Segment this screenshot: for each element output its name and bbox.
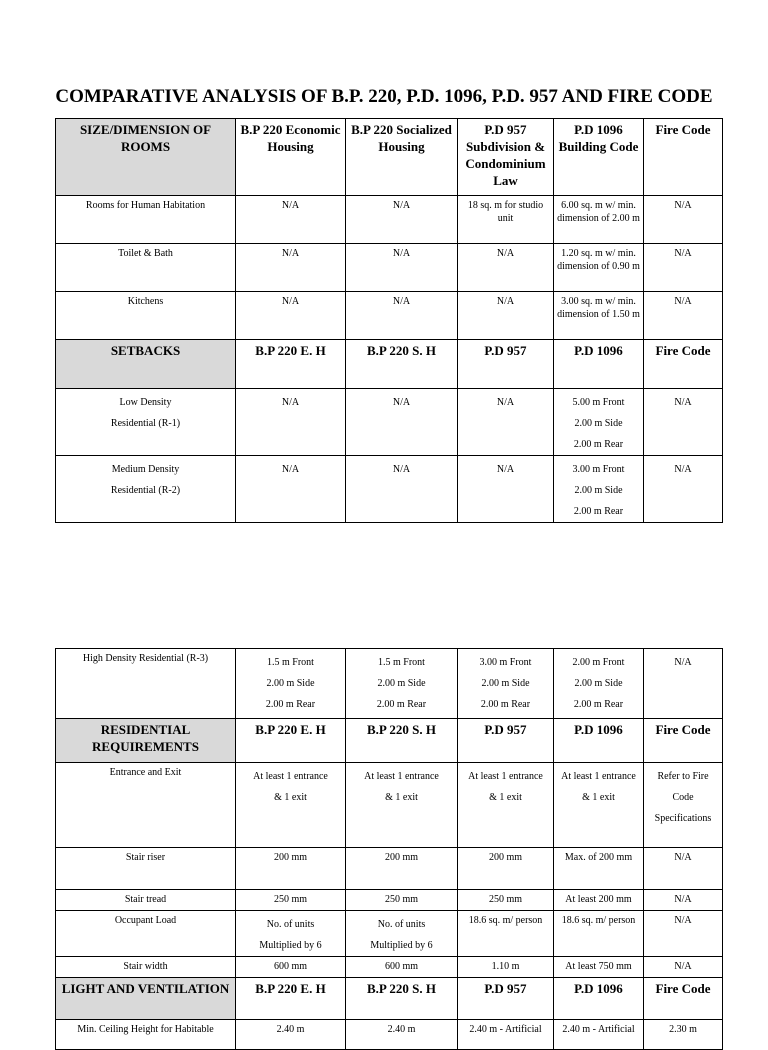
table-cell (644, 456, 723, 523)
table-cell: 600 mm (236, 957, 346, 978)
table-cell: N/A (644, 292, 723, 340)
table-cell (236, 763, 346, 848)
document-title: COMPARATIVE ANALYSIS OF B.P. 220, P.D. 1096, P.D. 957 AND FIRE CODE (55, 86, 713, 107)
row-label: Stair riser (56, 848, 236, 890)
header-residential-requirements: RESIDENTIAL REQUIREMENTS (56, 719, 236, 763)
table-cell (346, 389, 458, 456)
cell-line: N/A (496, 464, 515, 475)
table-row (56, 911, 723, 957)
cell-line: N/A (674, 397, 692, 408)
light-header-row (56, 978, 723, 1020)
header-pd1096: P.D 1096 (554, 340, 644, 389)
header-pd1096: P.D 1096 (554, 978, 644, 1020)
table-cell (554, 649, 644, 719)
header-fire-code: Fire Code (644, 340, 723, 389)
row-label: Occupant Load (56, 911, 236, 957)
table-cell: N/A (458, 292, 554, 340)
cell-line: 2.00 m Rear (573, 506, 624, 517)
comparison-table-rooms-setbacks (55, 118, 723, 523)
table-row (56, 848, 723, 890)
header-pd957: P.D 957 Subdivision & Condominium Law (458, 119, 554, 196)
table-cell: At least 750 mm (554, 957, 644, 978)
table-cell: N/A (644, 911, 723, 957)
setbacks-header-row (56, 340, 723, 389)
table-cell: 2.40 m - Artificial (458, 1020, 554, 1050)
header-fire-code: Fire Code (644, 119, 723, 196)
row-label: Kitchens (56, 292, 236, 340)
header-bp220-sh: B.P 220 S. H (346, 340, 458, 389)
rooms-header-row (56, 119, 723, 196)
header-pd1096: P.D 1096 (554, 719, 644, 763)
cell-line: 2.00 m Rear (376, 699, 427, 710)
comparison-table-residential-light (55, 648, 723, 1050)
table-cell: 200 mm (458, 848, 554, 890)
header-light-ventilation: LIGHT AND VENTILATION (56, 978, 236, 1020)
header-pd1096: P.D 1096 Building Code (554, 119, 644, 196)
cell-line: 1.5 m Front (267, 657, 314, 668)
cell-line: 2.00 m Side (574, 485, 623, 496)
header-bp220-socialized: B.P 220 Socialized Housing (346, 119, 458, 196)
table-cell: 2.40 m (236, 1020, 346, 1050)
table-cell: 18.6 sq. m/ person (554, 911, 644, 957)
table-cell: 18 sq. m for studio unit (458, 196, 554, 244)
table-cell: 200 mm (346, 848, 458, 890)
cell-line: N/A (496, 397, 515, 408)
table-row (56, 957, 723, 978)
cell-line: N/A (281, 464, 300, 475)
table-cell (644, 649, 723, 719)
cell-line: 2.00 m Front (572, 657, 625, 668)
header-bp220-sh: B.P 220 S. H (346, 978, 458, 1020)
cell-line: Specifications (654, 813, 712, 824)
table-cell: 18.6 sq. m/ person (458, 911, 554, 957)
table-cell: 3.00 sq. m w/ min. dimension of 1.50 m (554, 292, 644, 340)
header-bp220-economic: B.P 220 Economic Housing (236, 119, 346, 196)
table-cell (346, 763, 458, 848)
header-bp220-eh: B.P 220 E. H (236, 978, 346, 1020)
table-cell (554, 763, 644, 848)
row-label: Entrance and Exit (56, 763, 236, 848)
table-row (56, 292, 723, 340)
table-cell: N/A (236, 292, 346, 340)
cell-line: 1.5 m Front (378, 657, 425, 668)
area-line: Low Density (119, 397, 172, 408)
table-cell (458, 456, 554, 523)
cell-line: At least 1 entrance (468, 771, 543, 782)
table-cell: N/A (458, 244, 554, 292)
cell-line: 2.00 m Rear (480, 699, 531, 710)
cell-line: N/A (392, 464, 411, 475)
table-cell: 6.00 sq. m w/ min. dimension of 2.00 m (554, 196, 644, 244)
cell-line: & 1 exit (385, 792, 418, 803)
row-label: Min. Ceiling Height for Habitable (56, 1020, 236, 1050)
area-line: Medium Density (111, 464, 180, 475)
row-label: Toilet & Bath (56, 244, 236, 292)
table-cell: At least 200 mm (554, 890, 644, 911)
table-cell: N/A (644, 244, 723, 292)
table-cell: N/A (644, 957, 723, 978)
table-cell: 2.40 m (346, 1020, 458, 1050)
header-pd957: P.D 957 (458, 719, 554, 763)
header-fire-code: Fire Code (644, 978, 723, 1020)
cell-line: N/A (281, 397, 300, 408)
table-cell (236, 389, 346, 456)
table-cell: Max. of 200 mm (554, 848, 644, 890)
table-cell: 2.40 m - Artificial (554, 1020, 644, 1050)
table-cell: 600 mm (346, 957, 458, 978)
table-cell: N/A (346, 244, 458, 292)
table-cell: N/A (346, 196, 458, 244)
table-row (56, 244, 723, 292)
cell-line: 2.00 m Side (266, 678, 315, 689)
table-cell (346, 911, 458, 957)
row-label: Stair tread (56, 890, 236, 911)
table-cell (346, 456, 458, 523)
cell-line: 2.00 m Side (481, 678, 530, 689)
area-line: Residential (R-2) (110, 485, 181, 496)
cell-line: Code (672, 792, 694, 803)
table-row (56, 649, 723, 719)
table-row (56, 1020, 723, 1050)
cell-line: 2.00 m Side (377, 678, 426, 689)
area-label: High Density Residential (R-3) (82, 653, 209, 664)
header-fire-code: Fire Code (644, 719, 723, 763)
cell-line: & 1 exit (274, 792, 307, 803)
table-cell (346, 649, 458, 719)
cell-line: Refer to Fire (657, 771, 709, 782)
table-cell: N/A (644, 196, 723, 244)
header-pd957: P.D 957 (458, 978, 554, 1020)
cell-line: N/A (674, 464, 692, 475)
table-cell (644, 389, 723, 456)
cell-line: 3.00 m Front (479, 657, 532, 668)
cell-line: 2.00 m Side (574, 418, 623, 429)
cell-line: 5.00 m Front (572, 397, 625, 408)
cell-line: & 1 exit (582, 792, 615, 803)
cell-line: At least 1 entrance (253, 771, 328, 782)
cell-line: At least 1 entrance (561, 771, 636, 782)
table-cell: 250 mm (236, 890, 346, 911)
table-cell (236, 649, 346, 719)
row-label (56, 649, 236, 719)
table-row (56, 196, 723, 244)
table-cell: N/A (236, 196, 346, 244)
header-setbacks: SETBACKS (56, 340, 236, 389)
table-cell: N/A (236, 244, 346, 292)
table-cell (458, 649, 554, 719)
header-bp220-sh: B.P 220 S. H (346, 719, 458, 763)
table-cell (554, 389, 644, 456)
table-cell: 1.20 sq. m w/ min. dimension of 0.90 m (554, 244, 644, 292)
table-row (56, 890, 723, 911)
cell-line: 2.00 m Rear (265, 699, 316, 710)
table-cell (236, 911, 346, 957)
row-label (56, 456, 236, 523)
cell-line: No. of units (266, 919, 315, 930)
row-label (56, 389, 236, 456)
table-cell: 200 mm (236, 848, 346, 890)
cell-line: 2.00 m Side (574, 678, 623, 689)
table-cell: 250 mm (346, 890, 458, 911)
row-label: Stair width (56, 957, 236, 978)
header-pd957: P.D 957 (458, 340, 554, 389)
table-cell: 2.30 m (644, 1020, 723, 1050)
cell-line: Multiplied by 6 (259, 940, 322, 951)
table-cell: 250 mm (458, 890, 554, 911)
cell-line: At least 1 entrance (364, 771, 439, 782)
table-cell: 1.10 m (458, 957, 554, 978)
header-bp220-eh: B.P 220 E. H (236, 719, 346, 763)
header-bp220-eh: B.P 220 E. H (236, 340, 346, 389)
cell-line: 2.00 m Rear (573, 699, 624, 710)
table-cell: N/A (644, 848, 723, 890)
table-cell (458, 763, 554, 848)
cell-line: & 1 exit (489, 792, 522, 803)
header-size-dimension: SIZE/DIMENSION OF ROOMS (56, 119, 236, 196)
table-cell (458, 389, 554, 456)
table-cell: N/A (346, 292, 458, 340)
table-row (56, 456, 723, 523)
cell-line: No. of units (377, 919, 426, 930)
table-row (56, 763, 723, 848)
area-line: Residential (R-1) (110, 418, 181, 429)
table-row (56, 389, 723, 456)
cell-line: N/A (674, 657, 692, 668)
table-cell (236, 456, 346, 523)
table-cell: N/A (644, 890, 723, 911)
table-cell (554, 456, 644, 523)
cell-line: 2.00 m Rear (573, 439, 624, 450)
table-cell (644, 763, 723, 848)
row-label: Rooms for Human Habitation (56, 196, 236, 244)
cell-line: Multiplied by 6 (370, 940, 433, 951)
cell-line: 3.00 m Front (572, 464, 625, 475)
residential-header-row (56, 719, 723, 763)
cell-line: N/A (392, 397, 411, 408)
